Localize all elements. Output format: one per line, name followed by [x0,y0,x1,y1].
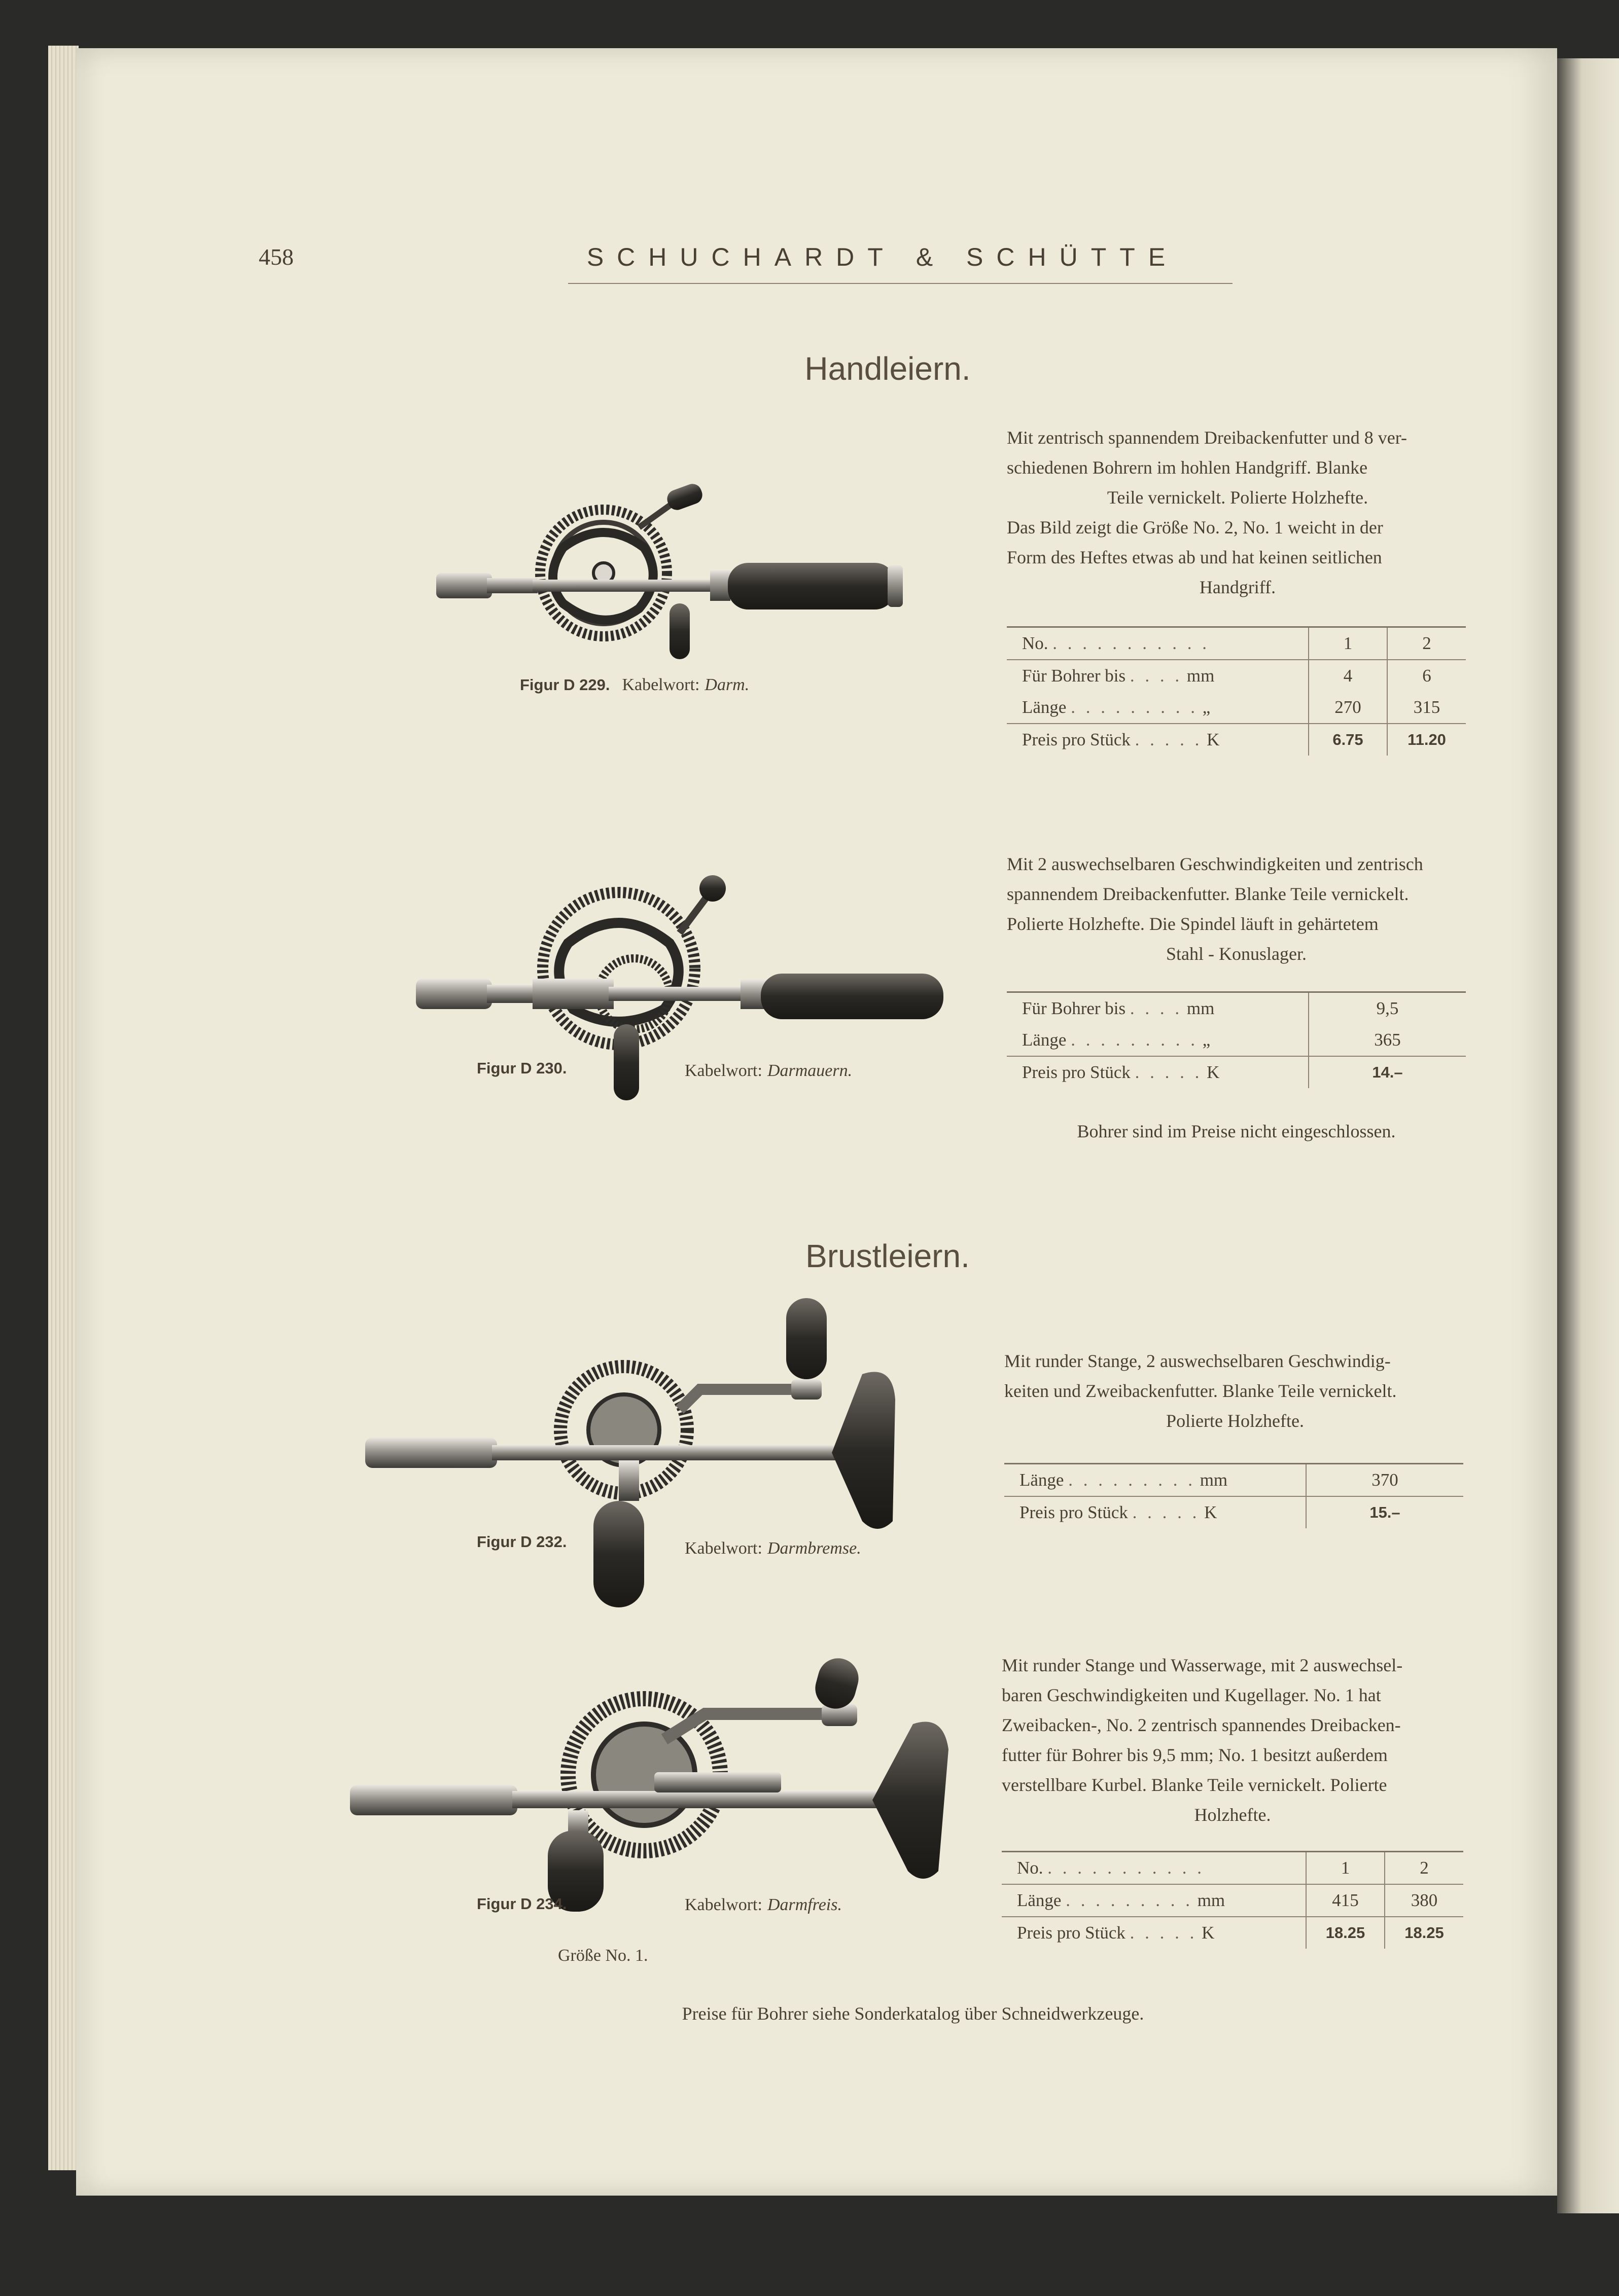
table-row [1007,1056,1466,1088]
desc-line: Mit zentrisch spannendem Dreibackenfutter und 8 ver- [1007,427,1407,448]
breast-drill-d234-illustration [350,1658,979,1912]
table-cell: No. . . . . . . . . . . . [1002,1852,1306,1885]
table-cell: Preis pro Stück . . . . . K [1007,1056,1309,1088]
desc-line: schiedenen Bohrern im hohlen Handgriff. Blanke [1007,457,1368,478]
cable-word: Darmauern. [767,1061,853,1080]
footer-note: Preise für Bohrer siehe Sonderkatalog über Schneidwerkzeuge. [682,2003,1144,2024]
table-cell: 15.– [1306,1496,1463,1528]
table-row [1007,992,1466,1025]
cable-word-d232 [685,1539,861,1558]
table-cell: 2 [1385,1852,1463,1885]
desc-line: verstellbare Kurbel. Blanke Teile vernickelt. Polierte [1002,1775,1387,1795]
spec-table-d230 [1007,991,1466,1088]
table-cell: No. . . . . . . . . . . . [1007,627,1309,660]
table-cell: Preis pro Stück . . . . . K [1002,1917,1306,1949]
table-cell: 18.25 [1306,1917,1385,1949]
spec-table-d234 [1002,1851,1463,1949]
desc-line: futter für Bohrer bis 9,5 mm; No. 1 besitzt außerdem [1002,1745,1388,1765]
table-cell: Länge . . . . . . . . . mm [1004,1464,1306,1497]
table-cell: 415 [1306,1884,1385,1917]
table-row [1004,1496,1463,1528]
table-row [1002,1917,1463,1949]
table-cell: 1 [1306,1852,1385,1885]
table-row [1002,1884,1463,1917]
cable-word-d230 [685,1061,852,1081]
section-title-handleiern: Handleiern. [804,350,971,387]
cable-word-label: Kabelwort: [622,675,700,694]
figure-caption-d232 [477,1532,579,1552]
cable-word: Darm. [705,675,750,694]
table-cell: Länge . . . . . . . . . „ [1022,1030,1211,1050]
table-cell: Für Bohrer bis . . . . mm [1007,992,1309,1025]
desc-line: Polierte Holzhefte. [1166,1411,1304,1431]
table-row [1007,724,1466,756]
table-cell: Preis pro Stück . . . . . K [1004,1496,1306,1528]
cable-word-label: Kabelwort: [685,1895,762,1914]
size-note-d234: Größe No. 1. [558,1946,648,1965]
table-row [1002,1852,1463,1885]
table-cell: 1 [1309,627,1387,660]
desc-line: Das Bild zeigt die Größe No. 2, No. 1 weicht in der [1007,517,1383,537]
figure-caption-d234 [477,1894,579,1914]
spec-table-d232 [1004,1463,1463,1528]
figure-number: Figur D 234. [477,1895,567,1913]
description-d234 [1002,1651,1463,1830]
table-cell: 370 [1306,1464,1463,1497]
table-cell: 6 [1387,660,1466,692]
table-cell: 4 [1309,660,1387,692]
cable-word-label: Kabelwort: [685,1061,762,1080]
spec-table-d229 [1007,626,1466,756]
table-row [1007,660,1466,692]
table-cell: Länge . . . . . . . . . mm [1002,1884,1306,1917]
table-cell: 14.– [1309,1056,1466,1088]
table-cell: Für Bohrer bis . . . . mm [1007,660,1309,692]
desc-line: baren Geschwindigkeiten und Kugellager. No. 1 hat [1002,1685,1381,1705]
table-cell: 11.20 [1387,724,1466,756]
table-row [1004,1464,1463,1497]
description-d232 [1004,1346,1466,1436]
running-head: SCHUCHARDT & SCHÜTTE [586,243,1179,271]
desc-line: Mit runder Stange und Wasserwage, mit 2 auswechsel- [1002,1655,1403,1675]
figure-number: Figur D 229. [520,676,610,694]
table-cell: 380 [1385,1884,1463,1917]
description-d229 [1007,423,1468,602]
desc-line: Polierte Holzhefte. Die Spindel läuft in gehärtetem [1007,914,1379,934]
facing-page-edge [1557,58,1619,2213]
hand-drill-d230-illustration [416,872,954,1126]
table-row [1007,1024,1466,1056]
description-d230 [1007,849,1466,969]
desc-line: Zweibacken-, No. 2 zentrisch spannendes Dreibacken- [1002,1715,1401,1735]
desc-line: Form des Heftes etwas ab und hat keinen seitlichen [1007,547,1382,567]
cable-word: Darmbremse. [767,1539,861,1558]
desc-line: Stahl - Konuslager. [1166,944,1307,964]
table-row [1007,627,1466,660]
book-page-edges [48,46,79,2170]
table-cell: Preis pro Stück . . . . . K [1007,724,1309,756]
desc-line: Teile vernickelt. Polierte Holzhefte. [1107,487,1368,508]
cable-word-label: Kabelwort: [685,1539,762,1558]
figure-caption-d229 [520,675,749,695]
desc-line: spannendem Dreibackenfutter. Blanke Teile vernickelt. [1007,884,1409,904]
header-rule [568,283,1233,284]
table-cell: 2 [1387,627,1466,660]
table-cell: 18.25 [1385,1917,1463,1949]
section-title-brustleiern: Brustleiern. [805,1238,970,1274]
cable-word: Darmfreis. [767,1895,842,1914]
table-cell: 9,5 [1309,992,1466,1025]
breast-drill-d232-illustration [365,1298,954,1612]
cable-word-d234 [685,1895,842,1915]
table-cell: 365 [1309,1024,1466,1056]
desc-line: Mit runder Stange, 2 auswechselbaren Geschwindig- [1004,1351,1391,1371]
table-row [1007,692,1466,724]
table-cell: 270 [1309,692,1387,724]
page-number: 458 [259,244,294,270]
desc-line: Handgriff. [1199,577,1276,597]
hand-drill-d229-illustration [436,487,923,659]
table-cell: 315 [1387,692,1466,724]
desc-line: keiten und Zweibackenfutter. Blanke Teile vernickelt. [1004,1381,1397,1401]
desc-line: Holzhefte. [1194,1805,1271,1825]
desc-line: Mit 2 auswechselbaren Geschwindigkeiten und zentrisch [1007,854,1423,874]
figure-number: Figur D 232. [477,1533,567,1551]
figure-caption-d230 [477,1059,579,1078]
figure-number: Figur D 230. [477,1059,567,1077]
table-cell: Länge . . . . . . . . . „ [1022,697,1211,717]
note-bits-not-included: Bohrer sind im Preise nicht eingeschlossen. [1077,1121,1396,1141]
table-cell: 6.75 [1309,724,1387,756]
